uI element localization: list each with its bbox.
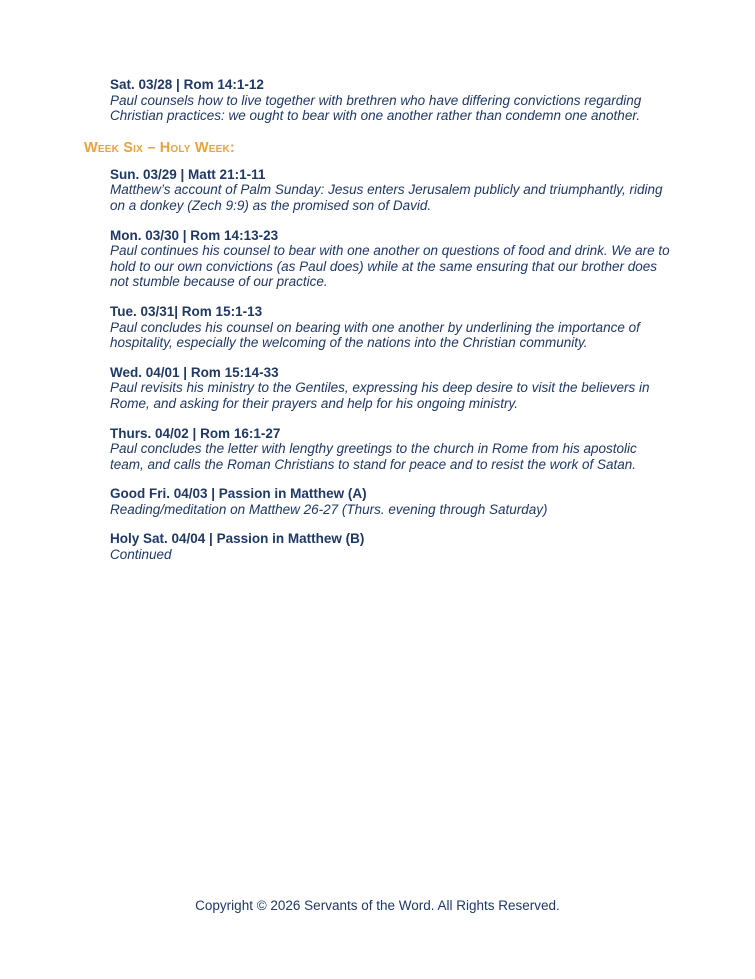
reading-entry-description: Continued bbox=[110, 547, 172, 563]
reading-entry-description: Reading/meditation on Matthew 26-27 (Thurs. evening through Saturday) bbox=[110, 501, 548, 517]
reading-entry bbox=[110, 365, 670, 412]
reading-entry-description: Paul continues his counsel to bear with one another on questions of food and drink. We are to hold to our own convictions (as Paul does) while at the same ensuring that our brother does not stumble because of our practice. bbox=[110, 243, 670, 290]
reading-entry-title: Wed. 04/01 | Rom 15:14-33 bbox=[110, 364, 279, 380]
reading-entry bbox=[110, 486, 670, 517]
reading-entry bbox=[110, 426, 670, 473]
copyright-footer: Copyright © 2026 Servants of the Word. All Rights Reserved. bbox=[195, 898, 560, 913]
section-heading-week-six: Week Six – Holy Week: bbox=[84, 139, 235, 156]
reading-entry-title: Sat. 03/28 | Rom 14:1-12 bbox=[110, 77, 264, 92]
reading-entry-description: Paul revisits his ministry to the Gentiles, expressing his deep desire to visit the believers in Rome, and asking for their prayers and help for his ongoing ministry. bbox=[110, 380, 650, 411]
reading-entry-description: Paul concludes the letter with lengthy greetings to the church in Rome from his apostolic team, and calls the Roman Christians to stand for peace and to resist the work of Satan. bbox=[110, 441, 637, 472]
reading-entry-title: Good Fri. 04/03 | Passion in Matthew (A) bbox=[110, 486, 367, 502]
reading-entry-title: Sun. 03/29 | Matt 21:1-11 bbox=[110, 166, 266, 182]
reading-entry-title: Tue. 03/31| Rom 15:1-13 bbox=[110, 303, 263, 319]
reading-entry-title: Thurs. 04/02 | Rom 16:1-27 bbox=[110, 425, 281, 441]
reading-entry bbox=[110, 228, 670, 290]
reading-entry-description: Matthew’s account of Palm Sunday: Jesus enters Jerusalem publicly and triumphantly, riding on a donkey (Zech 9:9) as the promised son of David. bbox=[110, 182, 663, 213]
reading-entry bbox=[110, 167, 670, 214]
reading-entry-description: Paul counsels how to live together with brethren who have differing convictions regarding Christian practices: we ought to bear with one another rather than condemn one another. bbox=[110, 92, 642, 124]
reading-entry bbox=[110, 77, 670, 124]
reading-entry-description: Paul concludes his counsel on bearing with one another by underlining the importance of hospitality, especially the welcoming of the nations into the Christian community. bbox=[110, 319, 640, 351]
reading-entry-title: Holy Sat. 04/04 | Passion in Matthew (B) bbox=[110, 531, 365, 547]
reading-entry bbox=[110, 304, 670, 351]
reading-entry-title: Mon. 03/30 | Rom 14:13-23 bbox=[110, 227, 279, 243]
reading-entry bbox=[110, 531, 670, 562]
